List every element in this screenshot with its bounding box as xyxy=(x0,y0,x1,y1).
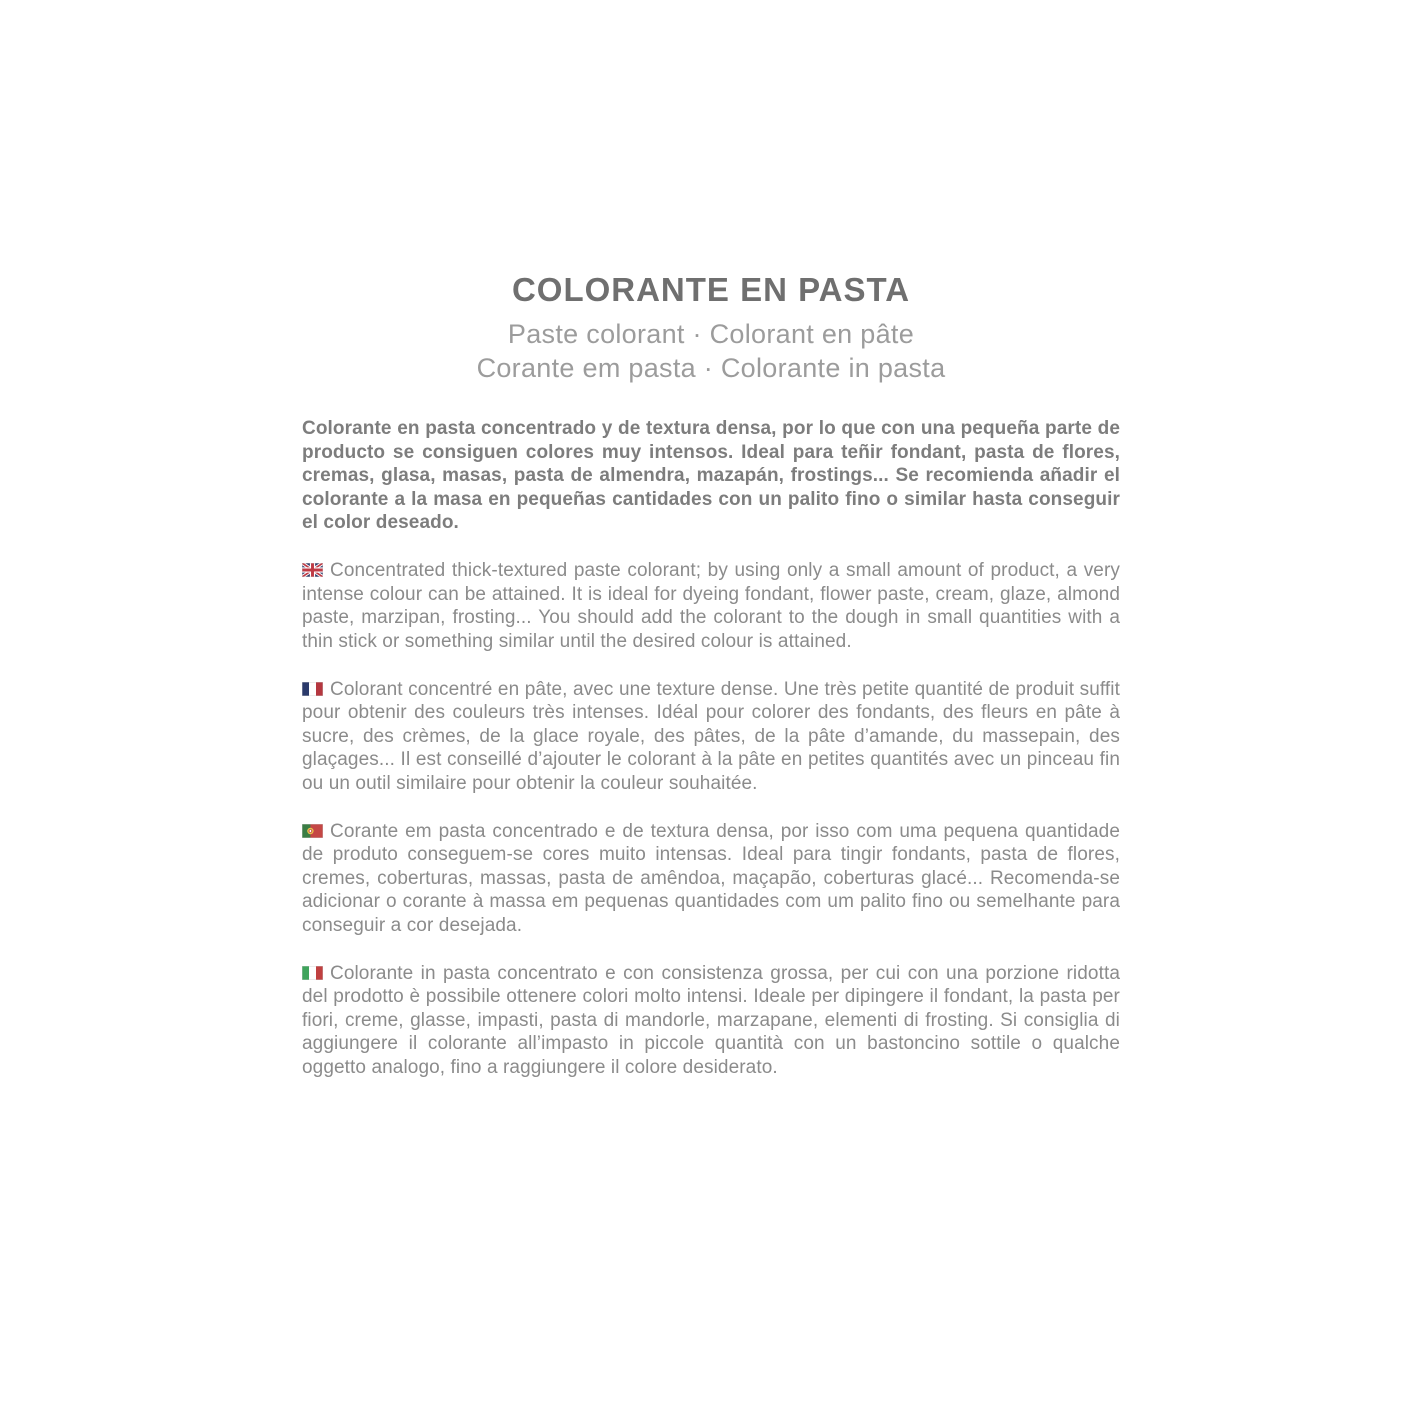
france-flag-icon xyxy=(302,682,323,696)
subtitle-line-1: Paste colorant · Colorant en pâte xyxy=(507,319,915,350)
paragraph-french xyxy=(302,678,1120,795)
paragraph-text: Concentrated thick-textured paste colorant; by using only a small amount of product, a very intense colour can be attained. It is ideal for dyeing fondant, flower paste, cream, glaze, almond paste, marzipan, frosting... You should add the colorant to the dough in small quantities with a thin stick or something similar until the desired colour is attained. xyxy=(302,560,1120,652)
paragraph-text: Colorante in pasta concentrato e con consistenza grossa, per cui con una porzione ridotta del prodotto è possibile ottenere colori molto intensi. Ideale per dipingere il fondant, la pasta per fiori, creme, glasse, impasti, pasta di mandorle, marzapane, elementi di frosting. Si consiglia di aggiungere il colorante all’impasto in piccole quantità con un bastoncino sottile o qualche oggetto analogo, fino a raggiungere il colore desiderato. xyxy=(302,963,1120,1078)
portugal-flag-icon xyxy=(302,824,323,838)
subtitle-line-2: Corante em pasta · Colorante in pasta xyxy=(476,353,946,384)
uk-flag-icon xyxy=(302,563,323,577)
italy-flag-icon xyxy=(302,966,323,980)
paragraph-english xyxy=(302,559,1120,653)
paragraph-portuguese xyxy=(302,820,1120,937)
paragraph-italian xyxy=(302,962,1120,1079)
paragraph-text: Colorant concentré en pâte, avec une texture dense. Une très petite quantité de produit suffit pour obtenir des couleurs très intenses. Idéal pour colorer des fondants, des fleurs en pâte à sucre, des crèmes, de la glace royale, des pâtes, de la pâte d’amande, du massepain, des glaçages... Il est conseillé d’ajouter le colorant à la pâte en petites quantités avec un pinceau fin ou un outil similaire pour obtenir la couleur souhaitée. xyxy=(302,678,1120,794)
paragraph-text: Colorante en pasta concentrado y de textura densa, por lo que con una pequeña parte de producto se consiguen colores muy intensos. Ideal para teñir fondant, pasta de flores, cremas, glasa, masas, pasta de almendra, mazapán, frostings... Se recomienda añadir el colorante a la masa en pequeñas cantidades con un palito fino o similar hasta conseguir el color deseado. xyxy=(302,418,1120,533)
description-paragraphs xyxy=(302,417,1120,1079)
page-title: COLORANTE EN PASTA xyxy=(511,271,911,308)
subtitle-block xyxy=(302,317,1120,385)
content-column xyxy=(302,272,1120,1104)
paragraph-spanish xyxy=(302,417,1120,534)
paragraph-text: Corante em pasta concentrado e de textura densa, por isso com uma pequena quantidade de produto conseguem-se cores muito intensas. Ideal para tingir fondants, pasta de flores, cremes, coberturas, massas, pasta de amêndoa, maçapão, coberturas glacé... Recomenda-se adicionar o corante à massa em pequenas quantidades com um palito fino ou semelhante para conseguir a cor desejada. xyxy=(302,820,1120,936)
